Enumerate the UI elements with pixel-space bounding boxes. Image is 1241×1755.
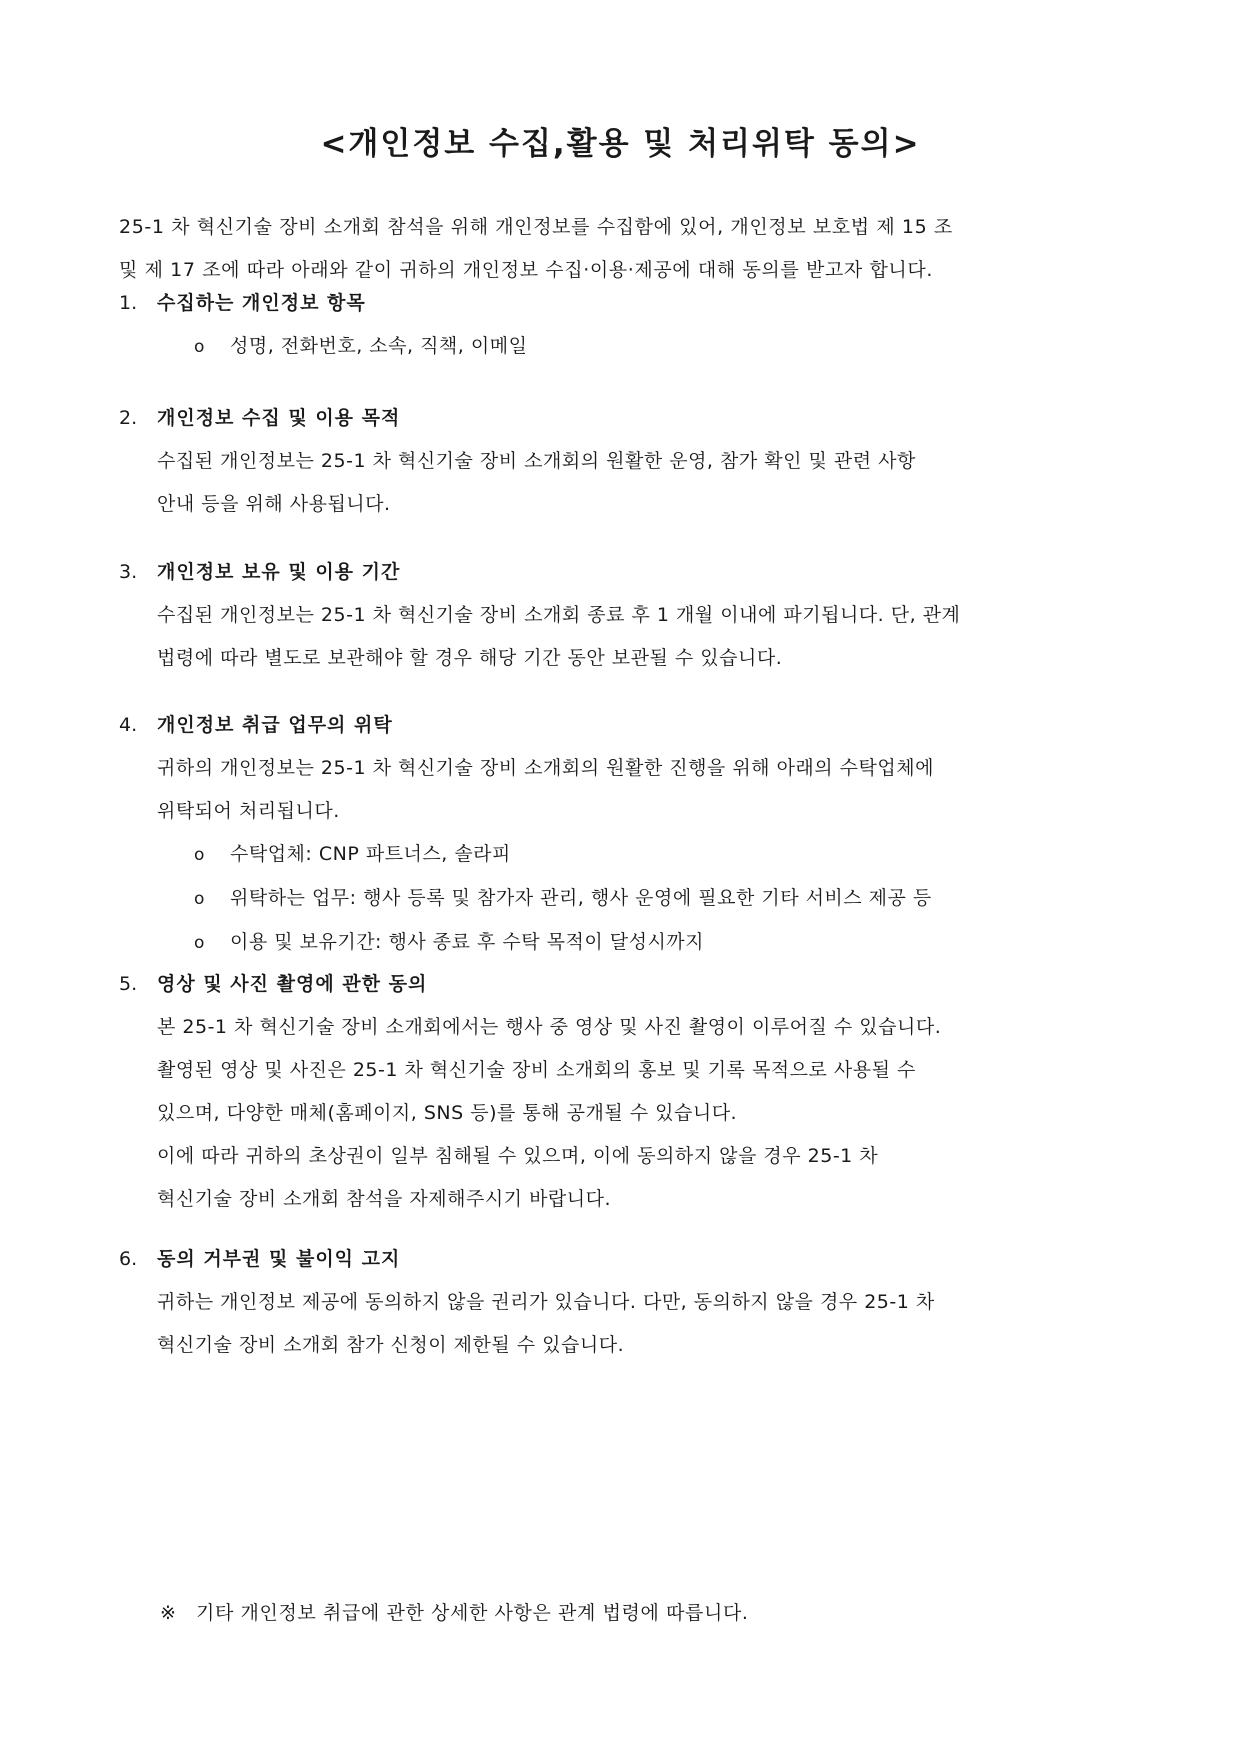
section-title: 수집하는 개인정보 항목 — [157, 292, 366, 314]
body-line: 귀하는 개인정보 제공에 동의하지 않을 권리가 있습니다. 다만, 동의하지 않을 경우 25-1 차 — [157, 1291, 935, 1313]
list-item — [194, 325, 1129, 369]
bullet-text: 위탁하는 업무: 행사 등록 및 참가자 관리, 행사 운영에 필요한 기타 서비스 제공 등 — [230, 887, 932, 909]
body-line: 수집된 개인정보는 25-1 차 혁신기술 장비 소개회의 원활한 운영, 참가 확인 및 관련 사항 — [157, 450, 916, 472]
intro-line: 25-1 차 혁신기술 장비 소개회 참석을 위해 개인정보를 수집함에 있어, 개인정보 보호법 제 15 조 — [119, 216, 953, 238]
section-body — [119, 1281, 1129, 1367]
section-heading — [119, 963, 1129, 1006]
footnote-text: 기타 개인정보 취급에 관한 상세한 사항은 관계 법령에 따릅니다. — [196, 1602, 749, 1624]
section-retention-period — [119, 551, 1129, 680]
section-body — [119, 594, 1129, 680]
intro-paragraph — [119, 206, 1129, 292]
intro-line: 및 제 17 조에 따라 아래와 같이 귀하의 개인정보 수집·이용·제공에 대해 동의를 받고자 합니다. — [119, 259, 933, 281]
bullet-icon: o — [194, 845, 205, 865]
section-heading — [119, 397, 1129, 440]
section-photo-video-consent — [119, 963, 1129, 1221]
body-line: 있으며, 다양한 매체(홈페이지, SNS 등)를 통해 공개될 수 있습니다. — [157, 1102, 738, 1124]
reference-mark-icon: ※ — [160, 1602, 177, 1624]
bullet-list — [119, 833, 1129, 965]
body-line: 안내 등을 위해 사용됩니다. — [157, 493, 391, 515]
list-item — [194, 921, 1129, 965]
section-heading — [119, 282, 1129, 325]
body-line: 혁신기술 장비 소개회 참석을 자제해주시기 바랍니다. — [157, 1188, 612, 1210]
bullet-icon: o — [194, 337, 205, 357]
list-item — [194, 833, 1129, 877]
section-body — [119, 1006, 1129, 1221]
section-title: 개인정보 취급 업무의 위탁 — [157, 714, 393, 736]
body-line: 혁신기술 장비 소개회 참가 신청이 제한될 수 있습니다. — [157, 1334, 625, 1356]
section-number: 2. — [119, 407, 138, 429]
bullet-icon: o — [194, 889, 205, 909]
section-title: 개인정보 수집 및 이용 목적 — [157, 407, 401, 429]
section-heading — [119, 1238, 1129, 1281]
section-collected-items — [119, 282, 1129, 369]
section-number: 1. — [119, 292, 138, 314]
footnote — [160, 1592, 749, 1635]
section-number: 6. — [119, 1248, 138, 1270]
body-line: 촬영된 영상 및 사진은 25-1 차 혁신기술 장비 소개회의 홍보 및 기록 목적으로 사용될 수 — [157, 1059, 916, 1081]
body-line: 수집된 개인정보는 25-1 차 혁신기술 장비 소개회 종료 후 1 개월 이내에 파기됩니다. 단, 관계 — [157, 604, 961, 626]
body-line: 귀하의 개인정보는 25-1 차 혁신기술 장비 소개회의 원활한 진행을 위해 아래의 수탁업체에 — [157, 757, 934, 779]
section-number: 5. — [119, 973, 138, 995]
section-outsourcing — [119, 704, 1129, 965]
bullet-list — [119, 325, 1129, 369]
section-title: 동의 거부권 및 불이익 고지 — [157, 1248, 401, 1270]
bullet-text: 성명, 전화번호, 소속, 직책, 이메일 — [230, 335, 528, 357]
section-title: 영상 및 사진 촬영에 관한 동의 — [157, 973, 428, 995]
body-line: 본 25-1 차 혁신기술 장비 소개회에서는 행사 중 영상 및 사진 촬영이 이루어질 수 있습니다. — [157, 1016, 942, 1038]
body-line: 위탁되어 처리됩니다. — [157, 800, 340, 822]
section-purpose — [119, 397, 1129, 526]
section-heading — [119, 704, 1129, 747]
section-title: 개인정보 보유 및 이용 기간 — [157, 561, 401, 583]
section-body — [119, 747, 1129, 833]
section-number: 3. — [119, 561, 138, 583]
body-line: 법령에 따라 별도로 보관해야 할 경우 해당 기간 동안 보관될 수 있습니다. — [157, 647, 783, 669]
body-line: 이에 따라 귀하의 초상권이 일부 침해될 수 있으며, 이에 동의하지 않을 경우 25-1 차 — [157, 1145, 879, 1167]
section-right-to-refuse — [119, 1238, 1129, 1367]
document-title: <개인정보 수집,활용 및 처리위탁 동의> — [320, 126, 921, 162]
section-body — [119, 440, 1129, 526]
section-heading — [119, 551, 1129, 594]
section-number: 4. — [119, 714, 138, 736]
bullet-text: 이용 및 보유기간: 행사 종료 후 수탁 목적이 달성시까지 — [230, 931, 705, 953]
list-item — [194, 877, 1129, 921]
bullet-text: 수탁업체: CNP 파트너스, 솔라피 — [230, 843, 511, 865]
bullet-icon: o — [194, 933, 205, 953]
